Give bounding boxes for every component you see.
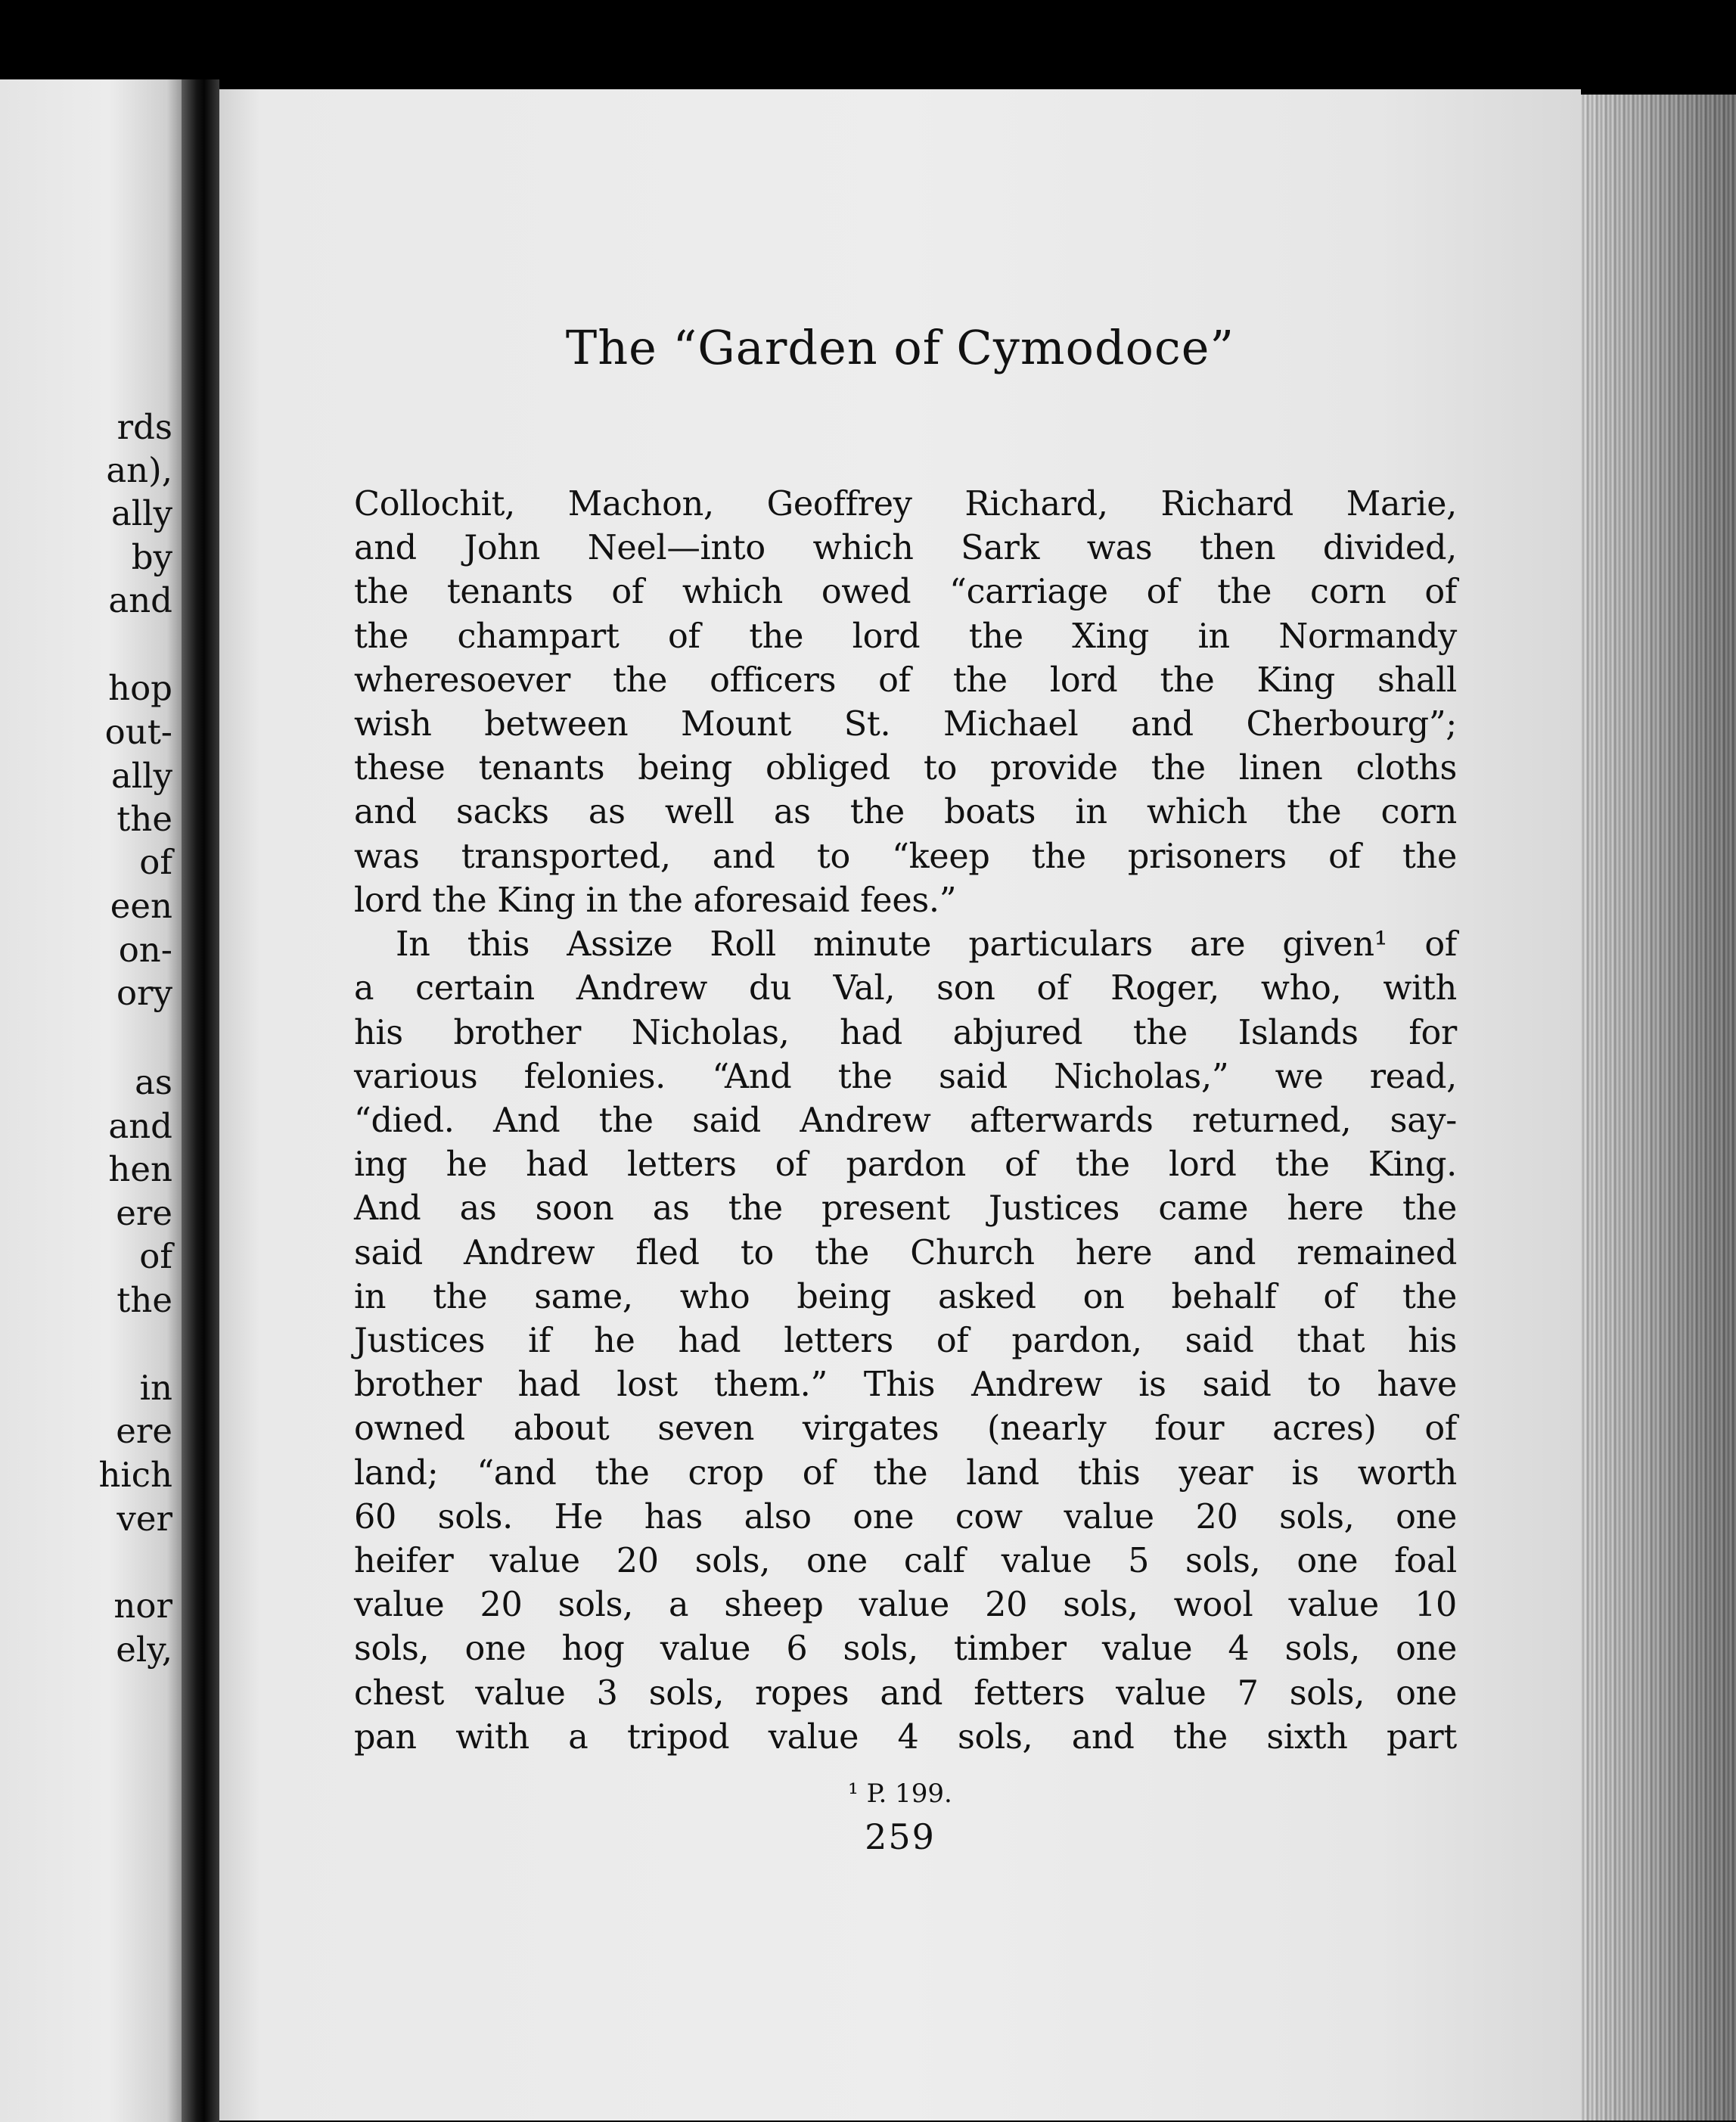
text-line: wish between Mount St. Michael and Cherbourg”; [354, 705, 1457, 744]
left-line-fragment: in [139, 1368, 172, 1408]
text-line: a certain Andrew du Val, son of Roger, who, with [354, 969, 1457, 1008]
text-line: lord the King in the aforesaid fees.” [354, 881, 957, 920]
text-line: brother had lost them.” This Andrew is said to have [354, 1365, 1457, 1404]
page-block-edge [1581, 95, 1736, 2120]
left-line-fragment: ver [116, 1499, 172, 1539]
text-line: various felonies. “And the said Nicholas,” we read, [354, 1058, 1457, 1096]
left-line-fragment: and [108, 580, 172, 620]
text-line: ing he had letters of pardon of the lord the King. [354, 1145, 1457, 1184]
left-line-fragment: hich [98, 1455, 172, 1495]
running-header: The “Garden of Cymodoce” [565, 320, 1235, 375]
left-line-fragment: of [139, 842, 172, 882]
text-line: heifer value 20 sols, one calf value 5 sols, one foal [354, 1542, 1457, 1580]
footnote: ¹ P. 199. [848, 1779, 952, 1809]
left-line-fragment: of [139, 1236, 172, 1276]
text-line: and sacks as well as the boats in which the corn [354, 793, 1457, 831]
text-line: said Andrew fled to the Church here and remained [354, 1234, 1457, 1272]
text-line: “died. And the said Andrew afterwards returned, say- [354, 1101, 1457, 1140]
text-line: owned about seven virgates (nearly four acres) of [354, 1409, 1457, 1448]
text-line: in the same, who being asked on behalf of the [354, 1278, 1457, 1316]
left-line-fragment: the [116, 799, 172, 839]
text-line: Collochit, Machon, Geoffrey Richard, Richard Marie, [354, 485, 1457, 524]
left-facing-page [0, 79, 182, 2122]
left-line-fragment: ally [110, 756, 172, 796]
left-line-fragment: ory [116, 973, 172, 1013]
left-line-fragment: the [116, 1280, 172, 1320]
text-line: and John Neel—into which Sark was then divided, [354, 529, 1457, 567]
text-line: Justices if he had letters of pardon, said that his [354, 1322, 1457, 1360]
text-line: chest value 3 sols, ropes and fetters value 7 sols, one [354, 1674, 1457, 1713]
left-line-fragment: ely, [116, 1630, 172, 1670]
left-line-fragment: ere [116, 1193, 172, 1233]
left-line-fragment: by [131, 537, 172, 577]
left-line-fragment: an), [106, 450, 172, 490]
left-line-fragment: out- [104, 712, 172, 752]
text-line: wheresoever the officers of the lord the King shall [354, 661, 1457, 700]
left-line-fragment: nor [113, 1586, 172, 1626]
left-line-fragment: hen [108, 1149, 172, 1189]
text-line: was transported, and to “keep the prisoners of the [354, 837, 1457, 876]
left-line-fragment: on- [118, 930, 172, 970]
left-line-fragment: as [135, 1062, 172, 1102]
book-gutter [182, 79, 219, 2122]
left-line-fragment: een [110, 886, 172, 926]
text-line: land; “and the crop of the land this year is worth [354, 1454, 1457, 1493]
text-line: And as soon as the present Justices came here the [354, 1189, 1457, 1228]
text-line: sols, one hog value 6 sols, timber value 4 sols, one [354, 1630, 1457, 1668]
left-line-fragment: and [108, 1106, 172, 1146]
text-line: his brother Nicholas, had abjured the Islands for [354, 1014, 1457, 1052]
left-line-fragment: ally [110, 493, 172, 533]
left-line-fragment: rds [116, 407, 172, 447]
left-line-fragment: hop [108, 668, 172, 708]
text-line: In this Assize Roll minute particulars are given¹ of [396, 925, 1457, 964]
left-line-fragment: ere [116, 1411, 172, 1451]
text-line: 60 sols. He has also one cow value 20 sols, one [354, 1498, 1457, 1536]
text-line: these tenants being obliged to provide the linen cloths [354, 749, 1457, 788]
page-number: 259 [865, 1816, 936, 1857]
text-line: the champart of the lord the Xing in Normandy [354, 617, 1457, 656]
book-page [219, 89, 1581, 2120]
text-line: pan with a tripod value 4 sols, and the sixth part [354, 1718, 1457, 1757]
text-line: value 20 sols, a sheep value 20 sols, wool value 10 [354, 1586, 1457, 1624]
text-line: the tenants of which owed “carriage of the corn of [354, 573, 1457, 611]
